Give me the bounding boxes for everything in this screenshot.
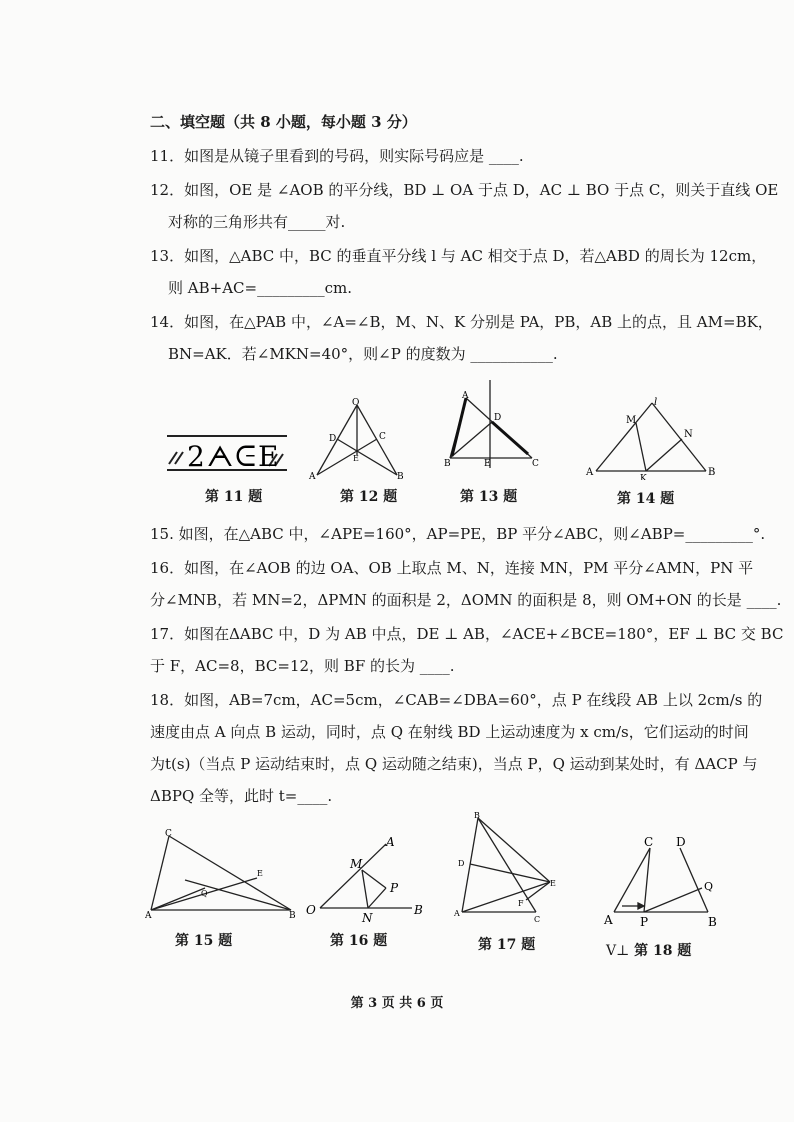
caption-11: 第 11 题 xyxy=(205,489,263,505)
figure-15-diagram xyxy=(145,828,300,923)
label-a: A xyxy=(454,909,460,918)
question-18-line1: 18．如图，AB=7cm，AC=5cm，∠CAB=∠DBA=60°，点 P 在线段 AB 上以 2cm/s 的 xyxy=(150,691,763,709)
label-e: E xyxy=(484,459,491,468)
label-e: E xyxy=(353,454,359,463)
question-12-line2: 对称的三角形共有_____对. xyxy=(168,213,346,231)
question-13-line1: 13．如图，△ABC 中，BC 的垂直平分线 l 与 AC 相交于点 D，若△ABD 的周长为 12cm， xyxy=(150,247,767,265)
label-e: E xyxy=(257,869,263,878)
question-17-line2: 于 F，AC=8，BC=12，则 BF 的长为 ____. xyxy=(150,657,455,675)
question-18-line2: 速度由点 A 向点 B 运动，同时，点 Q 在射线 BD 上运动速度为 x cm/s，它们运动的时间 xyxy=(150,723,749,741)
label-d: D xyxy=(494,413,502,423)
label-c: C xyxy=(532,459,539,468)
question-11: 11．如图是从镜子里看到的号码，则实际号码应是 ____. xyxy=(150,147,524,165)
label-n: N xyxy=(362,911,373,922)
caption-14: 第 14 题 xyxy=(617,491,675,507)
label-m: M xyxy=(626,415,637,426)
label-q: Q xyxy=(704,880,714,893)
label-q: Q xyxy=(201,889,208,898)
figure-11-mirror-number xyxy=(165,430,290,480)
label-d: D xyxy=(676,835,686,849)
label-b: B xyxy=(474,811,480,820)
label-d: D xyxy=(458,859,465,868)
question-13-line2: 则 AB+AC=_________cm. xyxy=(168,279,352,297)
figure-12-diagram xyxy=(305,395,415,485)
question-12-line1: 12．如图，OE 是 ∠AOB 的平分线，BD ⊥ OA 于点 D，AC ⊥ BO 于点 C，则关于直线 OE xyxy=(150,181,779,199)
label-l: l xyxy=(654,397,658,408)
caption-13: 第 13 题 xyxy=(460,489,518,505)
caption-18 xyxy=(606,940,691,960)
question-16-line2: 分∠MNB，若 MN=2，ΔPMN 的面积是 2，ΔOMN 的面积是 8，则 OM+ON 的长是 ____. xyxy=(150,591,782,609)
label-b: B xyxy=(708,915,717,929)
label-b: B xyxy=(414,903,423,917)
label-n: N xyxy=(684,429,693,440)
figure-16-diagram xyxy=(302,832,427,922)
label-c: C xyxy=(379,432,386,442)
question-14-line1: 14．如图，在△PAB 中，∠A=∠B，M、N、K 分别是 PA，PB，AB 上的点，且 AM=BK， xyxy=(150,313,773,331)
label-f: F xyxy=(518,899,524,908)
question-16-line1: 16．如图，在∠AOB 的边 OA、OB 上取点 M、N，连接 MN，PM 平分∠AMN，PN 平 xyxy=(150,559,754,577)
label-o: O xyxy=(352,398,360,408)
figure-13-diagram xyxy=(440,378,550,468)
figure-14-diagram xyxy=(580,395,720,480)
label-a: A xyxy=(462,391,469,401)
caption-15: 第 15 题 xyxy=(175,933,233,949)
label-p: P xyxy=(640,915,649,929)
label-b: B xyxy=(444,459,451,468)
caption-12: 第 12 题 xyxy=(340,489,398,505)
label-b: B xyxy=(289,911,296,921)
question-18-line4: ΔBPQ 全等，此时 t=____. xyxy=(150,787,333,805)
label-k: K xyxy=(640,474,647,480)
question-15: 15. 如图，在△ABC 中，∠APE=160°，AP=PE，BP 平分∠ABC，则∠ABP=_________°. xyxy=(150,525,766,543)
label-b: B xyxy=(397,472,404,482)
section-title: 二、填空题（共 8 小题，每小题 3 分） xyxy=(150,113,417,131)
caption-18-prefix: V⊥ xyxy=(606,943,630,959)
figure-18-diagram xyxy=(600,832,725,932)
mirror-digits: 2ᗅᕮE xyxy=(187,440,281,473)
label-c: C xyxy=(165,829,172,839)
caption-18-text: 第 18 题 xyxy=(634,943,692,959)
label-b: B xyxy=(708,467,716,478)
label-a: A xyxy=(586,467,594,478)
question-14-line2: BN=AK．若∠MKN=40°，则∠P 的度数为 ___________. xyxy=(168,345,558,363)
label-a: A xyxy=(145,911,152,921)
question-18-line3: 为t(s)（当点 P 运动结束时，点 Q 运动随之结束)，当点 P，Q 运动到某处时，有 ΔACP 与 xyxy=(150,755,758,773)
question-17-line1: 17．如图在ΔABC 中，D 为 AB 中点，DE ⊥ AB，∠ACE+∠BCE=180°，EF ⊥ BC 交 BC xyxy=(150,625,784,643)
page-footer: 第 3 页 共 6 页 xyxy=(350,996,444,1011)
label-c: C xyxy=(534,915,541,924)
label-p: P xyxy=(390,881,399,895)
label-a: A xyxy=(386,835,395,849)
label-m: M xyxy=(350,857,363,871)
caption-17: 第 17 题 xyxy=(478,937,536,953)
caption-16: 第 16 题 xyxy=(330,933,388,949)
figure-17-diagram xyxy=(450,808,565,926)
label-e: E xyxy=(550,879,556,888)
label-c: C xyxy=(644,835,654,849)
label-a: A xyxy=(604,913,613,927)
label-d: D xyxy=(329,434,337,444)
label-a: A xyxy=(309,472,316,482)
label-o: O xyxy=(306,903,316,917)
